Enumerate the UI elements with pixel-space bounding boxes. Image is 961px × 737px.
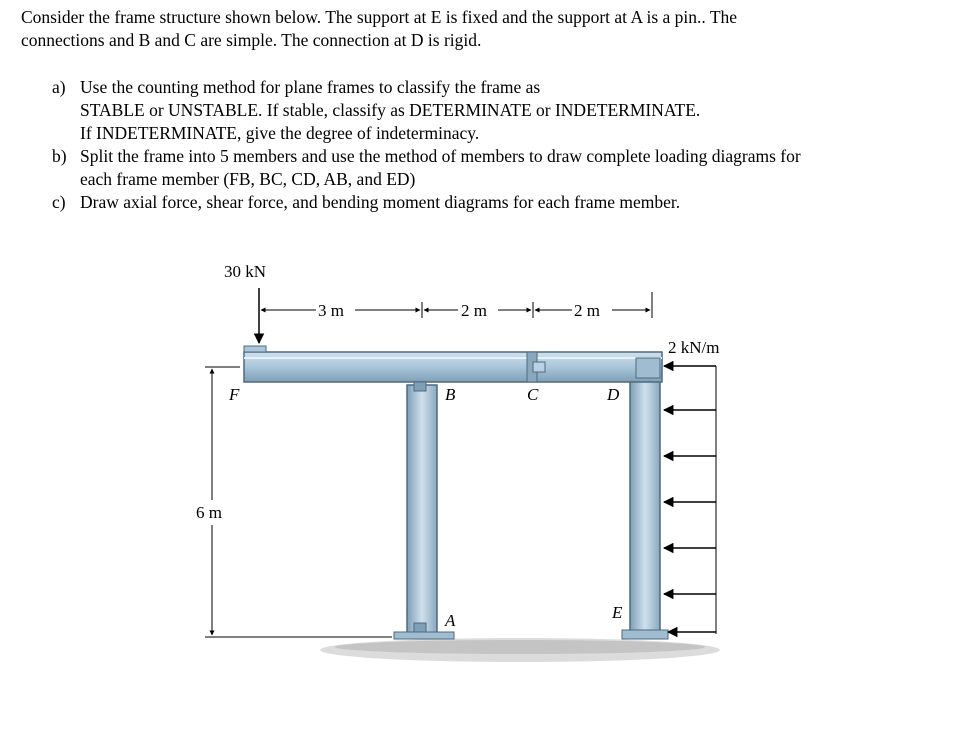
beam-fd	[244, 352, 662, 382]
hinge-b	[414, 382, 426, 391]
label-d: D	[607, 385, 620, 404]
question-a-line-1: Use the counting method for plane frames to classify the frame as	[80, 77, 541, 97]
label-f: F	[229, 385, 240, 404]
question-b-label: b)	[52, 146, 67, 166]
question-c-line-1: Draw axial force, shear force, and bending moment diagrams for each frame member.	[80, 192, 681, 212]
distributed-load-arrows	[664, 366, 716, 632]
point-load-label: 30 kN	[224, 262, 267, 281]
problem-intro-line-2: connections and B and C are simple. The connection at D is rigid.	[21, 30, 482, 50]
label-b: B	[445, 385, 456, 404]
dimension-cd: 2 m	[574, 301, 600, 320]
question-a-label: a)	[52, 77, 66, 97]
dimension-height: 6 m	[196, 503, 222, 522]
question-c-label: c)	[52, 192, 66, 212]
question-b-line-2: each frame member (FB, BC, CD, AB, and ED)	[80, 169, 416, 189]
support-f-plate	[244, 346, 266, 352]
question-a-line-3: If INDETERMINATE, give the degree of indeterminacy.	[80, 123, 480, 143]
column-ed	[630, 380, 660, 637]
dimension-fb: 3 m	[318, 301, 344, 320]
dimension-bc: 2 m	[461, 301, 487, 320]
joint-d-plate	[636, 358, 660, 378]
label-e: E	[612, 603, 623, 622]
label-a: A	[445, 611, 456, 630]
question-a-line-2: STABLE or UNSTABLE. If stable, classify as DETERMINATE or INDETERMINATE.	[80, 100, 701, 120]
support-e-plate	[622, 630, 668, 639]
ground	[320, 638, 720, 662]
distributed-load-label: 2 kN/m	[668, 338, 720, 357]
support-a-plate	[394, 632, 454, 639]
column-ab	[407, 385, 437, 637]
label-c: C	[527, 385, 539, 404]
question-b-line-1: Split the frame into 5 members and use the method of members to draw complete loading diagrams for	[80, 146, 801, 166]
problem-intro-line-1: Consider the frame structure shown below. The support at E is fixed and the support at A is a pin.. The	[21, 7, 738, 27]
